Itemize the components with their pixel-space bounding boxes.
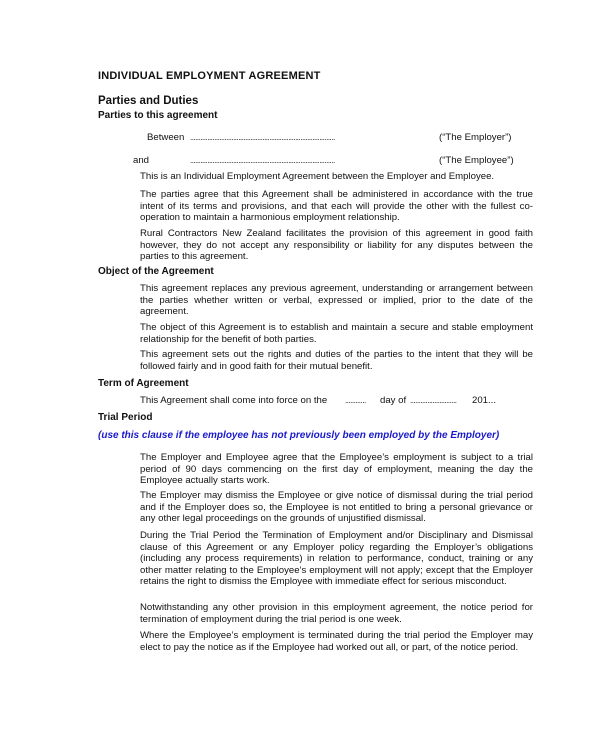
- paragraph: This is an Individual Employment Agreement between the Employer and Employee.: [140, 171, 495, 182]
- employer-name-blank: ....................................................................................: [190, 133, 335, 142]
- term-day-label: day of: [380, 395, 407, 406]
- paragraph: During the Trial Period the Termination of Employment and/or Disciplinary and Dismissal clause of this Agreement or any Employer policy regarding the Employer’s obligations (including any process requirements) in relation to performance, conduct, training or any other matter relating to the Employee’s employment will not apply; except that the Employer retains the right to dismiss the Employee with immediate effect for serious misconduct.: [140, 530, 533, 587]
- term-year: 201...: [472, 395, 497, 406]
- section-heading-term: Term of Agreement: [98, 378, 189, 389]
- section-heading-object: Object of the Agreement: [98, 266, 214, 277]
- paragraph: The parties agree that this Agreement shall be administered in accordance with the true intent of its terms and provisions, and that each will provide the other with the fullest co-operation to maintain a harmonious employment relationship.: [140, 189, 533, 223]
- term-day-blank: ............: [345, 396, 366, 405]
- trial-clause-note: (use this clause if the employee has not previously been employed by the Employer): [98, 430, 500, 441]
- paragraph: The object of this Agreement is to establish and maintain a secure and stable employment relationship for the benefit of both parties.: [140, 322, 533, 345]
- employee-tag: (“The Employee”): [439, 155, 514, 166]
- paragraph: Rural Contractors New Zealand facilitates the provision of this agreement in good faith however, they do not accept any responsibility or liability for any disputes between the parties to this agreement.: [140, 228, 533, 262]
- section-heading-parties: Parties and Duties: [98, 95, 199, 107]
- and-label: and: [133, 155, 150, 166]
- employee-name-blank: ....................................................................................: [190, 156, 335, 165]
- document-title: INDIVIDUAL EMPLOYMENT AGREEMENT: [98, 70, 321, 82]
- employer-tag: (“The Employer”): [439, 132, 512, 143]
- paragraph: This agreement replaces any previous agreement, understanding or arrangement between the parties whether written or verbal, expressed or implied, prior to the date of the agreement.: [140, 283, 533, 317]
- between-label: Between: [147, 132, 185, 143]
- term-month-blank: ...........................: [410, 396, 457, 405]
- section-heading-trial: Trial Period: [98, 412, 153, 423]
- paragraph: The Employer may dismiss the Employee or give notice of dismissal during the trial period and if the Employer does so, the Employee is not entitled to bring a personal grievance or any other legal proceedings on the grounds of unjustified dismissal.: [140, 490, 533, 524]
- subheading-parties: Parties to this agreement: [98, 110, 218, 121]
- paragraph: The Employer and Employee agree that the Employee’s employment is subject to a trial period of 90 days commencing on the first day of employment, meaning the day the Employee actually starts work.: [140, 452, 533, 486]
- term-text: This Agreement shall come into force on the: [140, 395, 328, 406]
- paragraph: Where the Employee’s employment is terminated during the trial period the Employer may elect to pay the notice as if the Employee had worked out all, or part, of the notice period.: [140, 630, 533, 653]
- paragraph: This agreement sets out the rights and duties of the parties to the intent that they will be followed fairly and in good faith for their mutual benefit.: [140, 349, 533, 372]
- paragraph: Notwithstanding any other provision in this employment agreement, the notice period for termination of employment during the trial period is one week.: [140, 602, 533, 625]
